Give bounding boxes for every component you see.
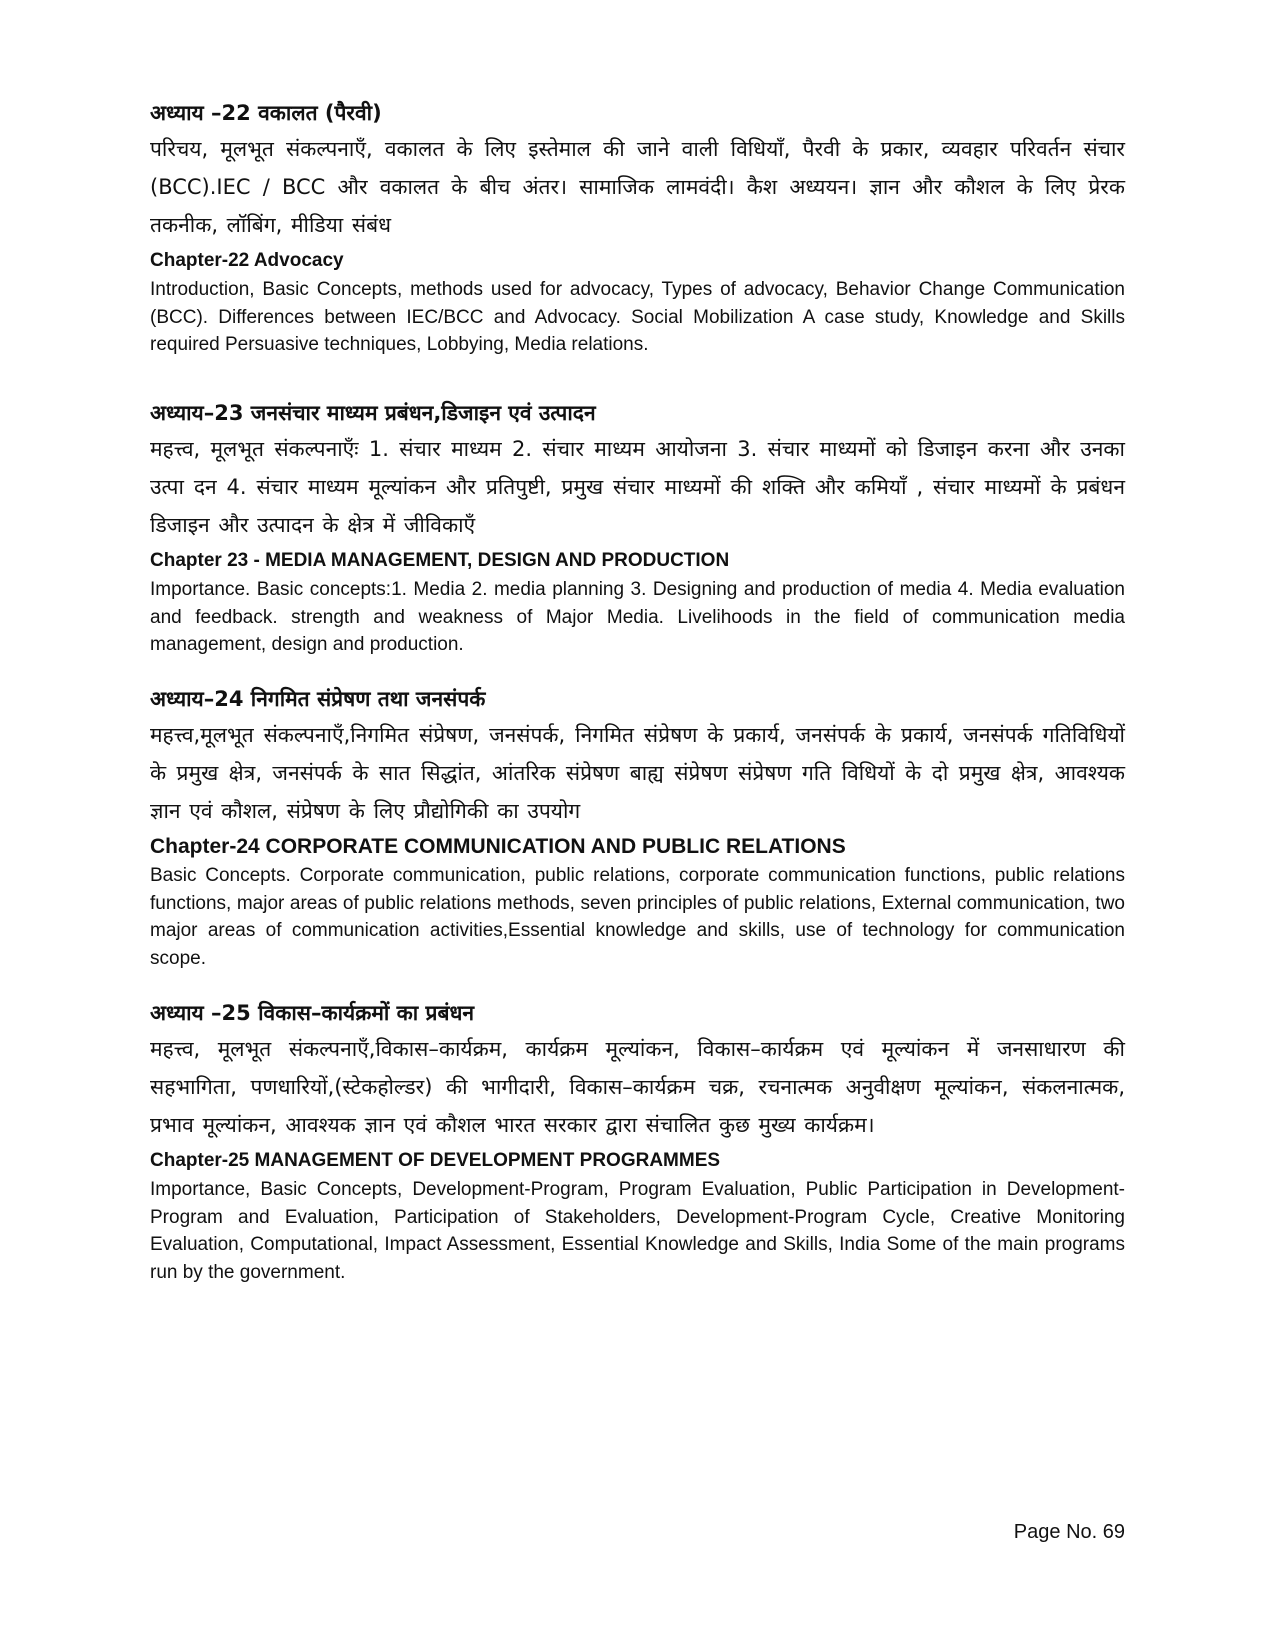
- chapter-23-hindi-title: अध्याय–23 जनसंचार माध्यम प्रबंधन,डिजाइन एवं उत्पादन: [150, 401, 596, 425]
- chapter-23-english-body: Importance. Basic concepts:1. Media 2. media planning 3. Designing and production of media 4. Media evaluation and feedback. strength and weakness of Major Media. Livelihoods in the field of communication media management, design and production.: [150, 579, 1125, 655]
- chapter-22-hindi-title: अध्याय –22 वकालत (पैरवी): [150, 101, 382, 125]
- chapter-22-section: [150, 96, 1125, 359]
- chapter-24-hindi-body: महत्त्व,मूलभूत संकल्पनाएँ,निगमित संप्रेषण, जनसंपर्क, निगमित संप्रेषण के प्रकार्य, जनसंपर्क के प्रकार्य, जनसंपर्क गतिविधियों के प्रमुख क्षेत्र, जनसंपर्क के सात सिद्धांत, आंतरिक संप्रेषण बाह्य संप्रेषण संप्रेषण गति विधियों के दो प्रमुख क्षेत्र, आवश्यक ज्ञान एवं कौशल, संप्रेषण के लिए प्रौद्योगिकी का उपयोग: [150, 723, 1125, 823]
- chapter-25-english-title: Chapter-25 MANAGEMENT OF DEVELOPMENT PROGRAMMES: [150, 1150, 721, 1171]
- chapter-22-hindi-body: परिचय, मूलभूत संकल्पनाएँ, वकालत के लिए इस्तेमाल की जाने वाली विधियाँ, पैरवी के प्रकार, व्यवहार परिवर्तन संचार (BCC).IEC / BCC और वकालत के बीच अंतर। सामाजिक लामवंदी। कैश अध्ययन। ज्ञान और कौशल के लिए प्रेरक तकनीक, लॉबिंग, मीडिया संबंध: [150, 137, 1125, 237]
- chapter-23-section: [150, 396, 1125, 659]
- chapter-22-english-title: Chapter-22 Advocacy: [150, 250, 344, 271]
- chapter-24-section: [150, 682, 1125, 972]
- chapter-23-hindi-body: महत्त्व, मूलभूत संकल्पनाएँः 1. संचार माध्यम 2. संचार माध्यम आयोजना 3. संचार माध्यमों को डिजाइन करना और उनका उत्पा दन 4. संचार माध्यम मूल्यांकन और प्रतिपुष्टी, प्रमुख संचार माध्यमों की शक्ति और कमियाँ , संचार माध्यमों के प्रबंधन डिजाइन और उत्पादन के क्षेत्र में जीविकाएँ: [150, 437, 1125, 537]
- chapter-23-english-title: Chapter 23 - MEDIA MANAGEMENT, DESIGN AND PRODUCTION: [150, 550, 730, 571]
- page-number: Page No. 69: [1013, 1521, 1125, 1543]
- chapter-22-english-body: Introduction, Basic Concepts, methods used for advocacy, Types of advocacy, Behavior Change Communication (BCC). Differences between IEC/BCC and Advocacy. Social Mobilization A case study, Knowledge and Skills required Persuasive techniques, Lobbying, Media relations.: [150, 279, 1125, 355]
- chapter-25-hindi-body: महत्त्व, मूलभूत संकल्पनाएँ,विकास–कार्यक्रम, कार्यक्रम मूल्यांकन, विकास–कार्यक्रम एवं मूल्यांकन में जनसाधारण की सहभागिता, पणधारियों,(स्टेकहोल्डर) की भागीदारी, विकास–कार्यक्रम चक्र, रचनात्मक अनुवीक्षण मूल्यांकन, संकलनात्मक, प्रभाव मूल्यांकन, आवश्यक ज्ञान एवं कौशल भारत सरकार द्वारा संचालित कुछ मुख्य कार्यक्रम।: [150, 1037, 1125, 1137]
- chapter-25-hindi-title: अध्याय –25 विकास–कार्यक्रमों का प्रबंधन: [150, 1001, 475, 1025]
- chapter-24-hindi-title: अध्याय–24 निगमित संप्रेषण तथा जनसंपर्क: [150, 687, 486, 711]
- chapter-25-section: [150, 996, 1125, 1286]
- chapter-24-english-title: Chapter-24 CORPORATE COMMUNICATION AND PUBLIC RELATIONS: [150, 835, 846, 858]
- chapter-25-english-body: Importance, Basic Concepts, Development-Program, Program Evaluation, Public Participation in Development-Program and Evaluation, Participation of Stakeholders, Development-Program Cycle, Creative Monitoring Evaluation, Computational, Impact Assessment, Essential Knowledge and Skills, India Some of the main programs run by the government.: [150, 1179, 1125, 1283]
- chapter-24-english-body: Basic Concepts. Corporate communication, public relations, corporate communication functions, public relations functions, major areas of public relations methods, seven principles of public relations, External communication, two major areas of communication activities,Essential knowledge and skills, use of technology for communication scope.: [150, 865, 1125, 969]
